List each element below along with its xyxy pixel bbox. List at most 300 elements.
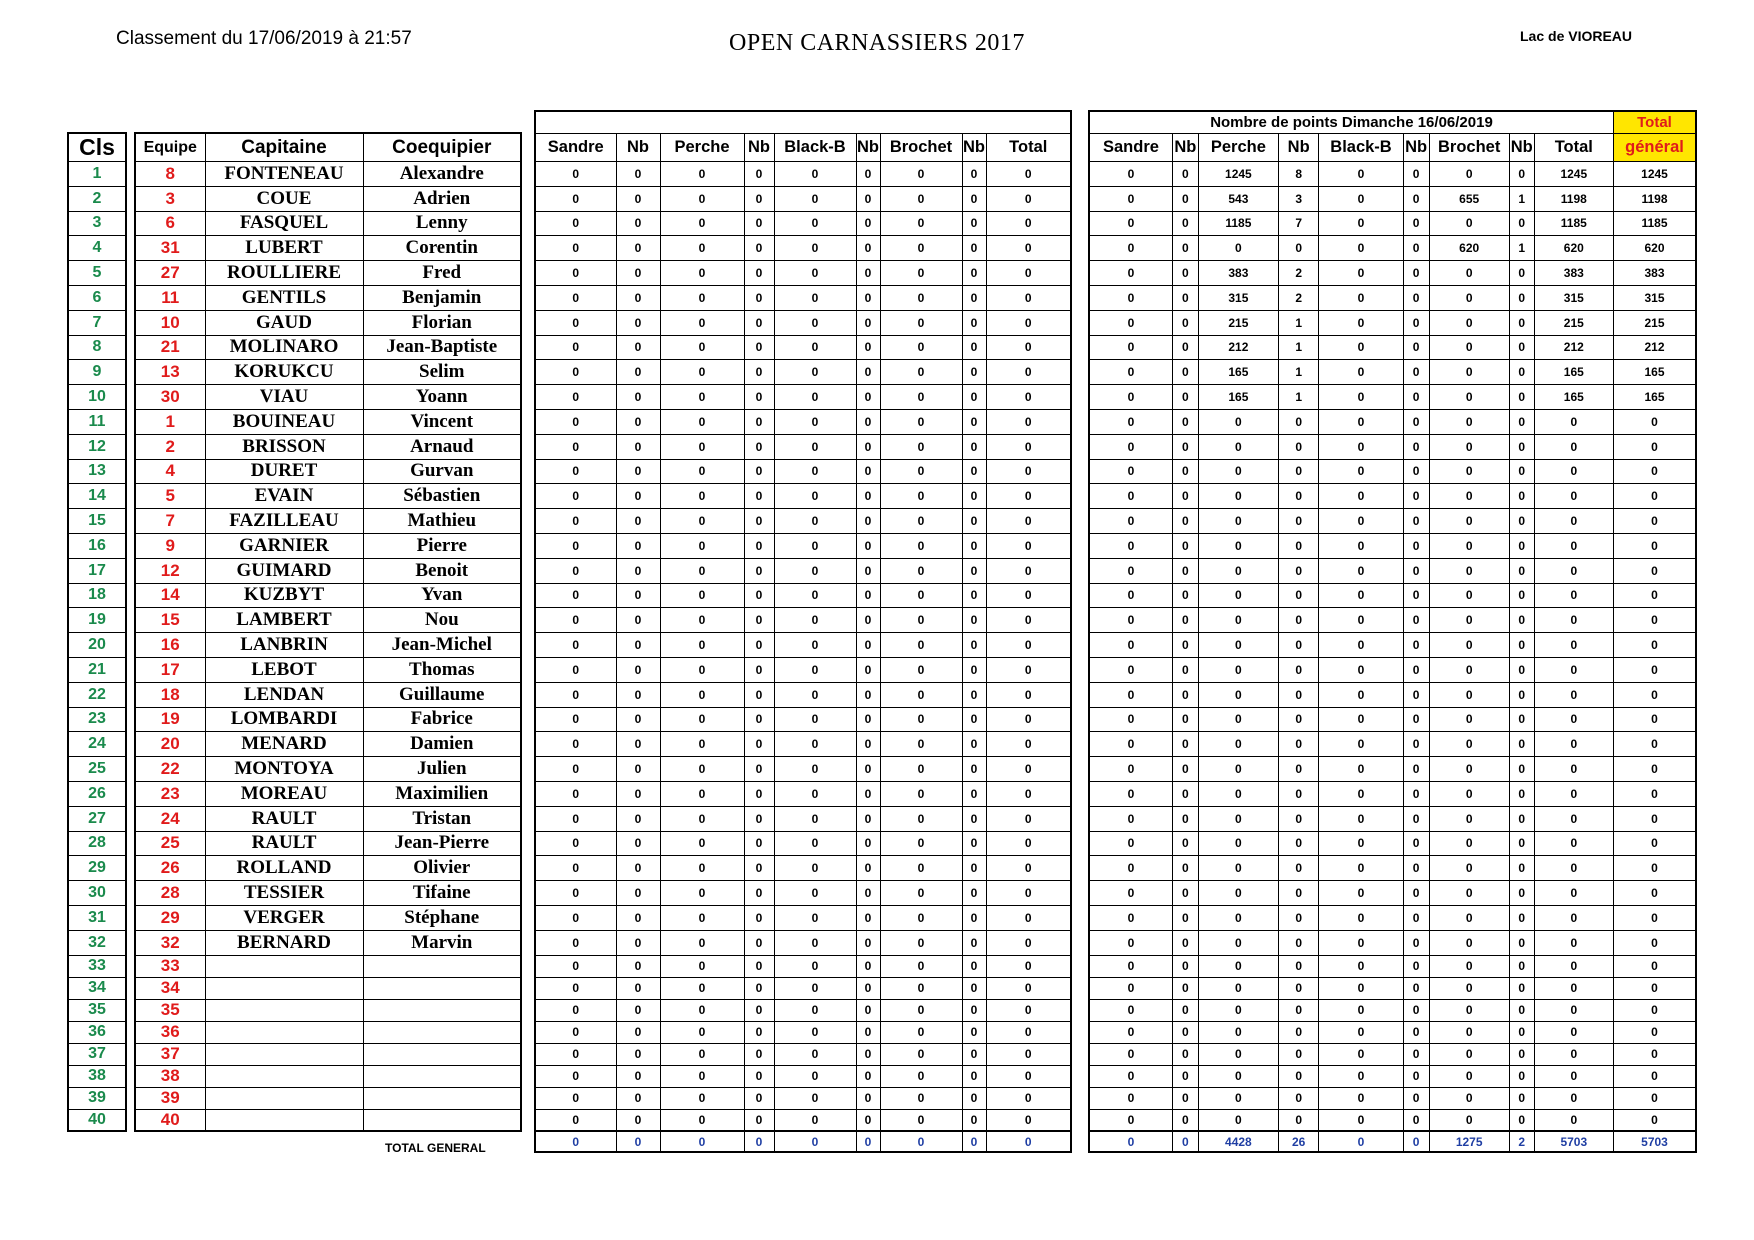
day1-row	[535, 434, 1071, 459]
team-row	[135, 806, 521, 831]
coequipier-name: Nou	[363, 608, 521, 633]
team-number: 30	[135, 385, 205, 410]
day1-total-nb-sandre: 0	[616, 1131, 660, 1152]
total-general-value: 165	[1613, 360, 1696, 385]
day1-nb-black-b: 0	[856, 977, 880, 999]
team-number: 11	[135, 285, 205, 310]
day1-nb-sandre: 0	[616, 1021, 660, 1043]
day2-brochet: 0	[1429, 583, 1509, 608]
day1-nb-sandre: 0	[616, 484, 660, 509]
cls-row	[68, 707, 126, 732]
day1-brochet: 0	[880, 434, 962, 459]
day2-header-row	[1089, 134, 1696, 162]
team-row	[135, 905, 521, 930]
day2-black-b: 0	[1319, 385, 1403, 410]
day2-nb-perche: 0	[1279, 409, 1319, 434]
day1-black-b: 0	[774, 211, 856, 236]
day1-brochet: 0	[880, 905, 962, 930]
day1-sandre: 0	[535, 633, 616, 658]
day1-row	[535, 285, 1071, 310]
day2-nb-black-b: 0	[1403, 682, 1429, 707]
day1-nb-sandre: 0	[616, 1087, 660, 1109]
day1-nb-brochet: 0	[962, 831, 986, 856]
coequipier-name: Maximilien	[363, 781, 521, 806]
day1-black-b: 0	[774, 999, 856, 1021]
day2-nb-brochet: 0	[1509, 806, 1534, 831]
day2-brochet: 0	[1429, 806, 1509, 831]
equipe-header: Equipe	[135, 133, 205, 162]
day2-perche: 0	[1198, 977, 1278, 999]
day2-nb-brochet: 0	[1509, 930, 1534, 955]
day1-row	[535, 533, 1071, 558]
team-row	[135, 657, 521, 682]
day2-sandre: 0	[1089, 633, 1172, 658]
team-number: 16	[135, 633, 205, 658]
day1-sandre: 0	[535, 533, 616, 558]
day2-sandre: 0	[1089, 261, 1172, 286]
day1-nb-brochet: 0	[962, 707, 986, 732]
day2-row	[1089, 1043, 1696, 1065]
capitaine-name: LOMBARDI	[205, 707, 363, 732]
capitaine-name: GENTILS	[205, 285, 363, 310]
day2-black-b: 0	[1319, 360, 1403, 385]
day2-total: 0	[1534, 831, 1613, 856]
cls-rank: 6	[68, 285, 126, 310]
day2-brochet: 0	[1429, 657, 1509, 682]
day1-sandre: 0	[535, 236, 616, 261]
day2-total: 0	[1534, 781, 1613, 806]
day2-nb-black-b: 0	[1403, 484, 1429, 509]
day1-total: 0	[986, 1109, 1071, 1131]
day1-total: 0	[986, 583, 1071, 608]
team-number: 2	[135, 434, 205, 459]
day2-row	[1089, 707, 1696, 732]
day1-perche: 0	[660, 211, 744, 236]
team-number: 29	[135, 905, 205, 930]
day1-total: 0	[986, 434, 1071, 459]
cls-rank: 40	[68, 1109, 126, 1131]
team-number: 40	[135, 1109, 205, 1131]
day1-brochet: 0	[880, 211, 962, 236]
capitaine-name	[205, 999, 363, 1021]
day2-brochet: 0	[1429, 409, 1509, 434]
day1-brochet: 0	[880, 1087, 962, 1109]
day1-black-b: 0	[774, 1021, 856, 1043]
day1-nb-brochet: 0	[962, 999, 986, 1021]
day2-col-perche: Perche	[1198, 134, 1278, 162]
day2-nb-black-b: 0	[1403, 1021, 1429, 1043]
day2-total: 0	[1534, 881, 1613, 906]
capitaine-name: GARNIER	[205, 533, 363, 558]
capitaine-name: MOREAU	[205, 781, 363, 806]
coequipier-name: Fred	[363, 261, 521, 286]
total-general-value: 620	[1613, 236, 1696, 261]
total-general-sum: 5703	[1613, 1131, 1696, 1152]
day1-title	[535, 111, 1071, 134]
day2-nb-black-b: 0	[1403, 955, 1429, 977]
cls-row	[68, 162, 126, 187]
day1-row	[535, 930, 1071, 955]
capitaine-name: MENARD	[205, 732, 363, 757]
total-general-value: 0	[1613, 434, 1696, 459]
day2-nb-brochet: 0	[1509, 533, 1534, 558]
coequipier-name: Julien	[363, 757, 521, 782]
team-number: 12	[135, 558, 205, 583]
day1-nb-perche: 0	[744, 955, 774, 977]
day1-brochet: 0	[880, 881, 962, 906]
day2-nb-perche: 0	[1279, 806, 1319, 831]
day2-nb-brochet: 0	[1509, 905, 1534, 930]
day1-nb-black-b: 0	[856, 1043, 880, 1065]
day2-nb-perche: 2	[1279, 285, 1319, 310]
day1-perche: 0	[660, 1021, 744, 1043]
day2-brochet: 0	[1429, 335, 1509, 360]
day2-nb-black-b: 0	[1403, 732, 1429, 757]
day2-nb-sandre: 0	[1172, 831, 1198, 856]
day1-black-b: 0	[774, 806, 856, 831]
day2-nb-perche: 0	[1279, 781, 1319, 806]
day1-nb-brochet: 0	[962, 236, 986, 261]
day1-sandre: 0	[535, 509, 616, 534]
day1-perche: 0	[660, 261, 744, 286]
day2-nb-sandre: 0	[1172, 533, 1198, 558]
day2-perche: 315	[1198, 285, 1278, 310]
day1-nb-perche: 0	[744, 977, 774, 999]
coequipier-name: Yoann	[363, 385, 521, 410]
day2-nb-sandre: 0	[1172, 1043, 1198, 1065]
day1-sandre: 0	[535, 484, 616, 509]
capitaine-name: KUZBYT	[205, 583, 363, 608]
day1-nb-black-b: 0	[856, 360, 880, 385]
day1-nb-black-b: 0	[856, 261, 880, 286]
team-row	[135, 608, 521, 633]
team-row	[135, 781, 521, 806]
day2-nb-sandre: 0	[1172, 558, 1198, 583]
total-general-value: 0	[1613, 856, 1696, 881]
cls-row	[68, 1087, 126, 1109]
day1-brochet: 0	[880, 955, 962, 977]
day2-perche: 0	[1198, 707, 1278, 732]
day1-nb-sandre: 0	[616, 682, 660, 707]
day2-nb-perche: 0	[1279, 459, 1319, 484]
day2-sandre: 0	[1089, 162, 1172, 187]
coequipier-name: Jean-Michel	[363, 633, 521, 658]
day1-nb-perche: 0	[744, 335, 774, 360]
day2-total-brochet: 1275	[1429, 1131, 1509, 1152]
day1-sandre: 0	[535, 558, 616, 583]
day2-total: 0	[1534, 930, 1613, 955]
day2-brochet: 0	[1429, 211, 1509, 236]
day2-nb-sandre: 0	[1172, 757, 1198, 782]
day2-black-b: 0	[1319, 977, 1403, 999]
day1-row	[535, 1021, 1071, 1043]
day1-total: 0	[986, 1065, 1071, 1087]
day1-black-b: 0	[774, 707, 856, 732]
day1-nb-brochet: 0	[962, 186, 986, 211]
day2-nb-perche: 0	[1279, 831, 1319, 856]
day1-nb-black-b: 0	[856, 781, 880, 806]
capitaine-name: GUIMARD	[205, 558, 363, 583]
cls-rank: 10	[68, 385, 126, 410]
day2-sandre: 0	[1089, 608, 1172, 633]
day2-nb-sandre: 0	[1172, 484, 1198, 509]
day1-nb-brochet: 0	[962, 1065, 986, 1087]
day1-sandre: 0	[535, 1021, 616, 1043]
day1-header-row	[535, 134, 1071, 162]
day2-black-b: 0	[1319, 732, 1403, 757]
cls-row	[68, 409, 126, 434]
day2-nb-black-b: 0	[1403, 459, 1429, 484]
day1-nb-perche: 0	[744, 533, 774, 558]
day2-row	[1089, 930, 1696, 955]
day1-nb-sandre: 0	[616, 558, 660, 583]
cls-row	[68, 558, 126, 583]
day2-black-b: 0	[1319, 434, 1403, 459]
day2-black-b: 0	[1319, 583, 1403, 608]
day1-total: 0	[986, 186, 1071, 211]
day1-nb-brochet: 0	[962, 781, 986, 806]
day1-row	[535, 856, 1071, 881]
team-number: 15	[135, 608, 205, 633]
day1-nb-perche: 0	[744, 633, 774, 658]
day2-row	[1089, 1109, 1696, 1131]
day2-nb-black-b: 0	[1403, 360, 1429, 385]
day2-perche: 0	[1198, 905, 1278, 930]
day2-black-b: 0	[1319, 1043, 1403, 1065]
day1-perche: 0	[660, 509, 744, 534]
team-row	[135, 236, 521, 261]
day2-nb-brochet: 0	[1509, 162, 1534, 187]
day1-nb-black-b: 0	[856, 434, 880, 459]
day2-brochet: 0	[1429, 558, 1509, 583]
day2-sandre: 0	[1089, 930, 1172, 955]
day1-brochet: 0	[880, 236, 962, 261]
day1-perche: 0	[660, 905, 744, 930]
day1-row	[535, 1043, 1071, 1065]
day1-row	[535, 459, 1071, 484]
day1-sandre: 0	[535, 261, 616, 286]
day1-nb-black-b: 0	[856, 881, 880, 906]
day2-row	[1089, 533, 1696, 558]
day1-row	[535, 1109, 1071, 1131]
day1-col-brochet: Brochet	[880, 134, 962, 162]
day1-brochet: 0	[880, 1021, 962, 1043]
day1-perche: 0	[660, 558, 744, 583]
day1-nb-brochet: 0	[962, 608, 986, 633]
day1-nb-perche: 0	[744, 781, 774, 806]
day2-nb-sandre: 0	[1172, 236, 1198, 261]
total-general-value: 315	[1613, 285, 1696, 310]
team-row	[135, 955, 521, 977]
total-general-value: 0	[1613, 1065, 1696, 1087]
day2-perche: 383	[1198, 261, 1278, 286]
day1-brochet: 0	[880, 1043, 962, 1065]
day2-nb-black-b: 0	[1403, 186, 1429, 211]
day2-perche: 165	[1198, 360, 1278, 385]
day2-total: 0	[1534, 1043, 1613, 1065]
day2-perche: 0	[1198, 484, 1278, 509]
day2-sandre: 0	[1089, 977, 1172, 999]
day1-total: 0	[986, 484, 1071, 509]
total-general-value: 1185	[1613, 211, 1696, 236]
day1-nb-brochet: 0	[962, 434, 986, 459]
coequipier-name	[363, 955, 521, 977]
day2-row	[1089, 806, 1696, 831]
team-row	[135, 930, 521, 955]
day1-nb-sandre: 0	[616, 583, 660, 608]
day2-nb-perche: 0	[1279, 757, 1319, 782]
team-row	[135, 633, 521, 658]
day1-nb-perche: 0	[744, 509, 774, 534]
day2-sandre: 0	[1089, 657, 1172, 682]
day1-nb-brochet: 0	[962, 484, 986, 509]
day2-row	[1089, 955, 1696, 977]
day2-sandre: 0	[1089, 434, 1172, 459]
day1-brochet: 0	[880, 757, 962, 782]
day1-row	[535, 905, 1071, 930]
day1-nb-black-b: 0	[856, 310, 880, 335]
team-number: 38	[135, 1065, 205, 1087]
day2-nb-black-b: 0	[1403, 310, 1429, 335]
day1-nb-sandre: 0	[616, 1065, 660, 1087]
total-general-value: 0	[1613, 831, 1696, 856]
day1-nb-brochet: 0	[962, 409, 986, 434]
day2-nb-brochet: 0	[1509, 657, 1534, 682]
day1-black-b: 0	[774, 930, 856, 955]
day1-col-total: Total	[986, 134, 1071, 162]
cls-row	[68, 1065, 126, 1087]
day2-black-b: 0	[1319, 211, 1403, 236]
day2-nb-sandre: 0	[1172, 707, 1198, 732]
day2-nb-black-b: 0	[1403, 757, 1429, 782]
day1-sandre: 0	[535, 583, 616, 608]
day2-sandre: 0	[1089, 881, 1172, 906]
coequipier-name: Mathieu	[363, 509, 521, 534]
day1-row	[535, 757, 1071, 782]
day1-total: 0	[986, 781, 1071, 806]
day2-nb-brochet: 0	[1509, 856, 1534, 881]
day2-sandre: 0	[1089, 211, 1172, 236]
day2-col-nb-sandre: Nb	[1172, 134, 1198, 162]
total-general-value: 0	[1613, 608, 1696, 633]
day2-nb-black-b: 0	[1403, 881, 1429, 906]
day2-black-b: 0	[1319, 682, 1403, 707]
day2-nb-brochet: 0	[1509, 509, 1534, 534]
day2-total: 0	[1534, 682, 1613, 707]
day2-nb-sandre: 0	[1172, 459, 1198, 484]
day2-sandre: 0	[1089, 385, 1172, 410]
day1-nb-sandre: 0	[616, 409, 660, 434]
day1-perche: 0	[660, 1109, 744, 1131]
day1-total: 0	[986, 310, 1071, 335]
day1-sandre: 0	[535, 757, 616, 782]
cls-rank: 7	[68, 310, 126, 335]
team-row	[135, 360, 521, 385]
cls-rank: 29	[68, 856, 126, 881]
day1-col-nb-perche: Nb	[744, 134, 774, 162]
cls-row	[68, 856, 126, 881]
day2-row	[1089, 757, 1696, 782]
day1-nb-perche: 0	[744, 930, 774, 955]
day2-black-b: 0	[1319, 186, 1403, 211]
day2-nb-black-b: 0	[1403, 211, 1429, 236]
day2-black-b: 0	[1319, 905, 1403, 930]
total-general-value: 0	[1613, 633, 1696, 658]
day2-row	[1089, 335, 1696, 360]
day2-total: 383	[1534, 261, 1613, 286]
day1-perche: 0	[660, 633, 744, 658]
cls-rank: 15	[68, 509, 126, 534]
day2-perche: 0	[1198, 657, 1278, 682]
day1-total: 0	[986, 360, 1071, 385]
day2-brochet: 0	[1429, 434, 1509, 459]
day2-nb-brochet: 0	[1509, 1065, 1534, 1087]
day1-row	[535, 558, 1071, 583]
day1-brochet: 0	[880, 409, 962, 434]
day1-nb-perche: 0	[744, 1043, 774, 1065]
day2-brochet: 0	[1429, 1087, 1509, 1109]
team-row	[135, 1109, 521, 1131]
day1-nb-sandre: 0	[616, 757, 660, 782]
day1-nb-perche: 0	[744, 831, 774, 856]
cls-row	[68, 930, 126, 955]
day1-row	[535, 881, 1071, 906]
cls-row	[68, 533, 126, 558]
team-number: 14	[135, 583, 205, 608]
day2-brochet: 0	[1429, 732, 1509, 757]
total-general-value: 0	[1613, 757, 1696, 782]
day2-perche: 0	[1198, 955, 1278, 977]
day1-nb-black-b: 0	[856, 1021, 880, 1043]
cls-row	[68, 977, 126, 999]
day1-brochet: 0	[880, 285, 962, 310]
day1-total: 0	[986, 633, 1071, 658]
cls-rank: 8	[68, 335, 126, 360]
day1-perche: 0	[660, 236, 744, 261]
day1-black-b: 0	[774, 459, 856, 484]
day1-totals-row	[535, 1131, 1071, 1152]
capitaine-header: Capitaine	[205, 133, 363, 162]
day1-col-perche: Perche	[660, 134, 744, 162]
day2-sandre: 0	[1089, 583, 1172, 608]
day1-nb-black-b: 0	[856, 211, 880, 236]
day1-nb-perche: 0	[744, 261, 774, 286]
day1-black-b: 0	[774, 484, 856, 509]
total-general-value: 0	[1613, 1087, 1696, 1109]
cls-row	[68, 434, 126, 459]
day2-sandre: 0	[1089, 360, 1172, 385]
coequipier-name: Vincent	[363, 409, 521, 434]
day1-nb-sandre: 0	[616, 360, 660, 385]
day1-brochet: 0	[880, 1109, 962, 1131]
day2-sandre: 0	[1089, 732, 1172, 757]
team-row	[135, 999, 521, 1021]
total-general-header-line1: Total	[1613, 111, 1696, 134]
day1-sandre: 0	[535, 1087, 616, 1109]
day1-nb-sandre: 0	[616, 657, 660, 682]
day1-perche: 0	[660, 732, 744, 757]
day1-nb-sandre: 0	[616, 509, 660, 534]
day2-row	[1089, 186, 1696, 211]
day2-nb-black-b: 0	[1403, 905, 1429, 930]
day1-nb-perche: 0	[744, 707, 774, 732]
team-row	[135, 186, 521, 211]
team-number: 28	[135, 881, 205, 906]
day1-sandre: 0	[535, 360, 616, 385]
team-number: 10	[135, 310, 205, 335]
total-general-value: 0	[1613, 682, 1696, 707]
day1-nb-black-b: 0	[856, 905, 880, 930]
